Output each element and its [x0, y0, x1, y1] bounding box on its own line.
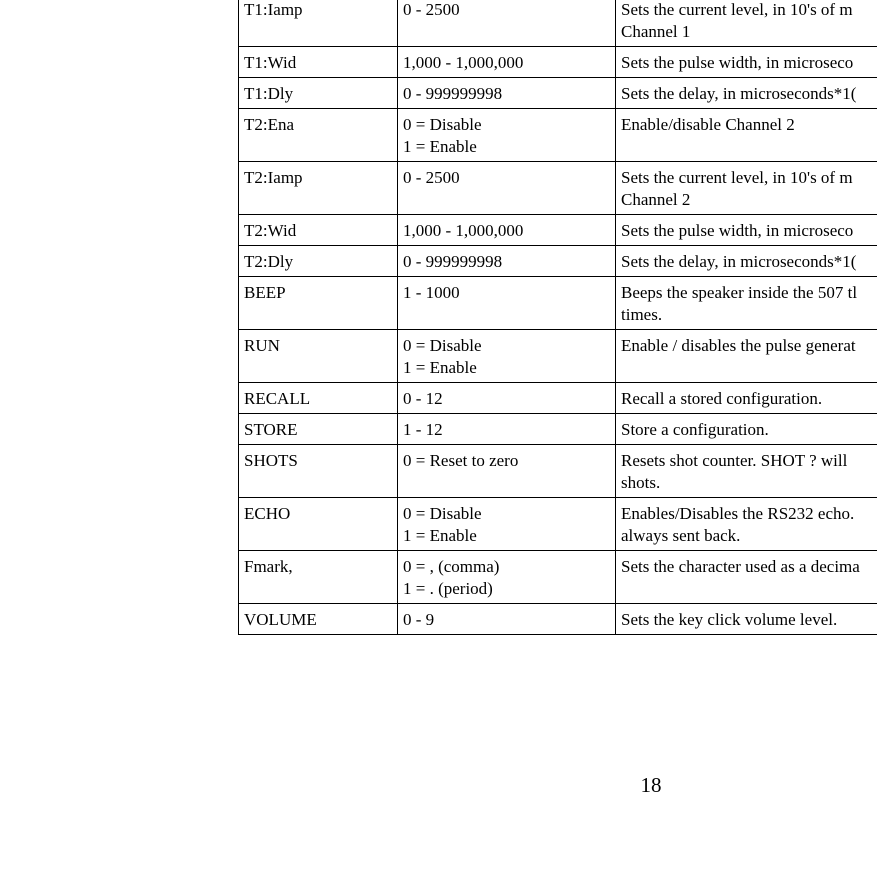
- range-cell: 0 = Disable 1 = Enable: [398, 498, 616, 551]
- range-cell: 0 - 9: [398, 604, 616, 635]
- range-cell: 0 - 999999998: [398, 246, 616, 277]
- range-cell: 0 = Disable 1 = Enable: [398, 330, 616, 383]
- range-cell: 0 = Reset to zero: [398, 445, 616, 498]
- description-cell: Sets the current level, in 10's of m Channel 1: [616, 0, 877, 47]
- range-cell: 0 = , (comma) 1 = . (period): [398, 551, 616, 604]
- range-cell: 1 - 12: [398, 414, 616, 445]
- description-cell: Sets the key click volume level.: [616, 604, 877, 635]
- command-cell: STORE: [239, 414, 398, 445]
- command-cell: VOLUME: [239, 604, 398, 635]
- command-cell: T2:Wid: [239, 215, 398, 246]
- command-cell: RUN: [239, 330, 398, 383]
- table-row: [239, 414, 877, 445]
- description-cell: Sets the current level, in 10's of m Channel 2: [616, 162, 877, 215]
- command-table: [238, 0, 877, 635]
- command-cell: T1:Wid: [239, 47, 398, 78]
- range-cell: 0 - 2500: [398, 162, 616, 215]
- table-row: [239, 604, 877, 635]
- table-row: [239, 498, 877, 551]
- description-cell: Resets shot counter. SHOT ? will shots.: [616, 445, 877, 498]
- table-row: [239, 330, 877, 383]
- table-row: [239, 109, 877, 162]
- description-cell: Enables/Disables the RS232 echo. always sent back.: [616, 498, 877, 551]
- command-cell: T2:Iamp: [239, 162, 398, 215]
- command-cell: RECALL: [239, 383, 398, 414]
- table-row: [239, 0, 877, 47]
- command-cell: T1:Iamp: [239, 0, 398, 47]
- description-cell: Enable / disables the pulse generat: [616, 330, 877, 383]
- table-row: [239, 47, 877, 78]
- table-row: [239, 78, 877, 109]
- table-row: [239, 162, 877, 215]
- range-cell: 0 - 2500: [398, 0, 616, 47]
- description-cell: Sets the delay, in microseconds*1(: [616, 246, 877, 277]
- description-cell: Recall a stored configuration.: [616, 383, 877, 414]
- range-cell: 0 - 12: [398, 383, 616, 414]
- description-cell: Beeps the speaker inside the 507 tl times.: [616, 277, 877, 330]
- command-cell: BEEP: [239, 277, 398, 330]
- command-cell: T2:Ena: [239, 109, 398, 162]
- table-row: [239, 215, 877, 246]
- table-row: [239, 551, 877, 604]
- description-cell: Enable/disable Channel 2: [616, 109, 877, 162]
- command-table-body: [239, 0, 877, 635]
- range-cell: 1 - 1000: [398, 277, 616, 330]
- command-cell: Fmark,: [239, 551, 398, 604]
- range-cell: 1,000 - 1,000,000: [398, 47, 616, 78]
- description-cell: Sets the delay, in microseconds*1(: [616, 78, 877, 109]
- table-row: [239, 445, 877, 498]
- table-row: [239, 383, 877, 414]
- description-cell: Sets the pulse width, in microseco: [616, 47, 877, 78]
- command-cell: T1:Dly: [239, 78, 398, 109]
- range-cell: 0 - 999999998: [398, 78, 616, 109]
- range-cell: 0 = Disable 1 = Enable: [398, 109, 616, 162]
- description-cell: Sets the pulse width, in microseco: [616, 215, 877, 246]
- table-row: [239, 277, 877, 330]
- range-cell: 1,000 - 1,000,000: [398, 215, 616, 246]
- page-number: 18: [640, 773, 662, 797]
- description-cell: Store a configuration.: [616, 414, 877, 445]
- command-cell: T2:Dly: [239, 246, 398, 277]
- command-cell: ECHO: [239, 498, 398, 551]
- description-cell: Sets the character used as a decima: [616, 551, 877, 604]
- table-row: [239, 246, 877, 277]
- command-cell: SHOTS: [239, 445, 398, 498]
